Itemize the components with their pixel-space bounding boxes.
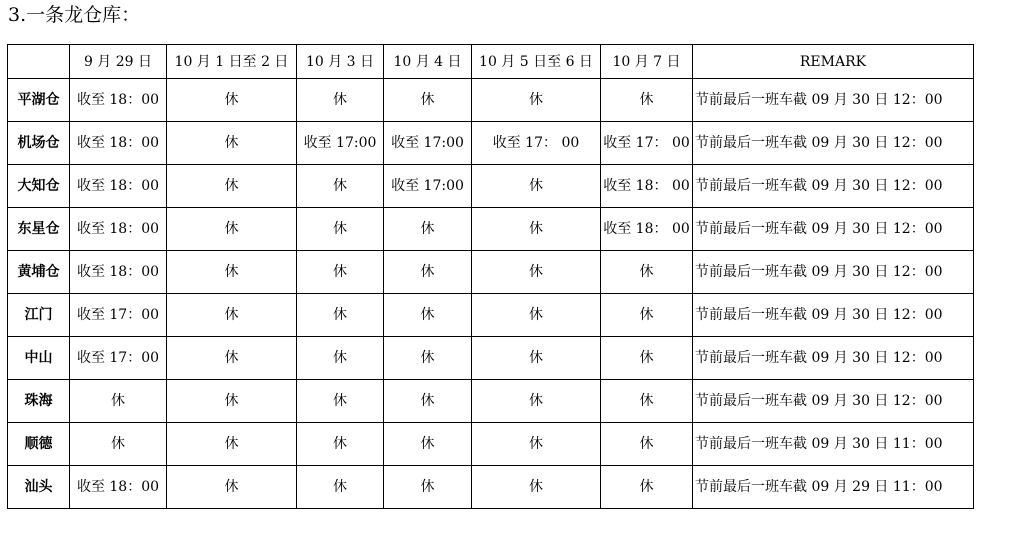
table-cell: 收至 17：00 — [70, 294, 167, 337]
table-cell: 休 — [472, 423, 601, 466]
header-oct-5-6: 10 月 5 日至 6 日 — [472, 45, 601, 79]
table-cell: 休 — [601, 251, 693, 294]
table-cell: 休 — [167, 79, 297, 122]
document-title: 3.一条龙仓库： — [8, 4, 141, 26]
table-cell: 休 — [601, 337, 693, 380]
table-cell: 收至 17： 00 — [601, 122, 693, 165]
table-cell: 休 — [384, 423, 472, 466]
header-oct-7: 10 月 7 日 — [601, 45, 693, 79]
table-cell: 收至 18：00 — [70, 122, 167, 165]
table-cell: 收至 18：00 — [70, 79, 167, 122]
table-cell: 休 — [601, 466, 693, 509]
warehouse-name: 东星仓 — [8, 208, 70, 251]
table-cell: 收至 17:00 — [297, 122, 384, 165]
header-oct-4: 10 月 4 日 — [384, 45, 472, 79]
remark-cell: 节前最后一班车截 09 月 30 日 12：00 — [693, 79, 974, 122]
table-cell: 休 — [297, 79, 384, 122]
table-cell: 休 — [167, 165, 297, 208]
header-oct-1-2: 10 月 1 日至 2 日 — [167, 45, 297, 79]
warehouse-name: 中山 — [8, 337, 70, 380]
table-cell: 收至 17:00 — [384, 122, 472, 165]
table-cell: 休 — [167, 466, 297, 509]
remark-cell: 节前最后一班车截 09 月 30 日 11：00 — [693, 423, 974, 466]
warehouse-name: 黄埔仓 — [8, 251, 70, 294]
table-row — [8, 122, 974, 165]
table-cell: 休 — [472, 380, 601, 423]
warehouse-name: 江门 — [8, 294, 70, 337]
table-row — [8, 423, 974, 466]
table-cell: 收至 18： 00 — [601, 208, 693, 251]
table-cell: 休 — [167, 423, 297, 466]
warehouse-holiday-schedule-table — [7, 44, 974, 509]
table-cell: 休 — [167, 337, 297, 380]
table-cell: 收至 18：00 — [70, 466, 167, 509]
table-cell: 休 — [384, 380, 472, 423]
table-cell: 休 — [297, 337, 384, 380]
table-row — [8, 294, 974, 337]
table-row — [8, 79, 974, 122]
table-cell: 休 — [384, 466, 472, 509]
table-cell: 休 — [297, 294, 384, 337]
header-row — [8, 45, 974, 79]
table-cell: 休 — [472, 79, 601, 122]
header-sep-29: 9 月 29 日 — [70, 45, 167, 79]
table-cell: 收至 18：00 — [70, 165, 167, 208]
table-cell: 休 — [384, 208, 472, 251]
remark-cell: 节前最后一班车截 09 月 30 日 12：00 — [693, 251, 974, 294]
table-cell: 休 — [601, 294, 693, 337]
table-cell: 休 — [297, 165, 384, 208]
header-remark: REMARK — [693, 45, 974, 79]
table-row — [8, 337, 974, 380]
warehouse-name: 汕头 — [8, 466, 70, 509]
table-cell: 休 — [167, 208, 297, 251]
warehouse-name: 机场仓 — [8, 122, 70, 165]
table-cell: 休 — [70, 380, 167, 423]
table-cell: 收至 18： 00 — [601, 165, 693, 208]
table-cell: 休 — [297, 251, 384, 294]
table-cell: 收至 18：00 — [70, 251, 167, 294]
table-row — [8, 165, 974, 208]
table-cell: 休 — [472, 466, 601, 509]
table-cell: 休 — [297, 380, 384, 423]
table-cell: 休 — [297, 208, 384, 251]
table-cell: 休 — [601, 380, 693, 423]
remark-cell: 节前最后一班车截 09 月 30 日 12：00 — [693, 337, 974, 380]
remark-cell: 节前最后一班车截 09 月 30 日 12：00 — [693, 165, 974, 208]
remark-cell: 节前最后一班车截 09 月 30 日 12：00 — [693, 380, 974, 423]
table-cell: 休 — [167, 294, 297, 337]
remark-cell: 节前最后一班车截 09 月 30 日 12：00 — [693, 122, 974, 165]
remark-cell: 节前最后一班车截 09 月 30 日 12：00 — [693, 294, 974, 337]
table-cell: 休 — [167, 380, 297, 423]
table-row — [8, 380, 974, 423]
table-cell: 收至 17：00 — [70, 337, 167, 380]
table-cell: 休 — [384, 294, 472, 337]
remark-cell: 节前最后一班车截 09 月 29 日 11：00 — [693, 466, 974, 509]
table-cell: 休 — [70, 423, 167, 466]
table-cell: 收至 17： 00 — [472, 122, 601, 165]
table-cell: 休 — [472, 337, 601, 380]
table-cell: 休 — [167, 251, 297, 294]
table-cell: 休 — [601, 79, 693, 122]
table-cell: 休 — [472, 251, 601, 294]
warehouse-name: 珠海 — [8, 380, 70, 423]
table-cell: 休 — [384, 251, 472, 294]
warehouse-name: 大知仓 — [8, 165, 70, 208]
table-cell: 休 — [472, 165, 601, 208]
table-row — [8, 208, 974, 251]
table-cell: 休 — [297, 423, 384, 466]
table-cell: 休 — [472, 208, 601, 251]
table-cell: 休 — [167, 122, 297, 165]
warehouse-name: 平湖仓 — [8, 79, 70, 122]
table-cell: 休 — [472, 294, 601, 337]
header-warehouse — [8, 45, 70, 79]
table-row — [8, 466, 974, 509]
table-cell: 休 — [384, 337, 472, 380]
table-cell: 休 — [297, 466, 384, 509]
warehouse-name: 顺德 — [8, 423, 70, 466]
remark-cell: 节前最后一班车截 09 月 30 日 12：00 — [693, 208, 974, 251]
table-cell: 休 — [384, 79, 472, 122]
table-cell: 收至 17:00 — [384, 165, 472, 208]
table-cell: 休 — [601, 423, 693, 466]
header-oct-3: 10 月 3 日 — [297, 45, 384, 79]
table-cell: 收至 18：00 — [70, 208, 167, 251]
table-row — [8, 251, 974, 294]
